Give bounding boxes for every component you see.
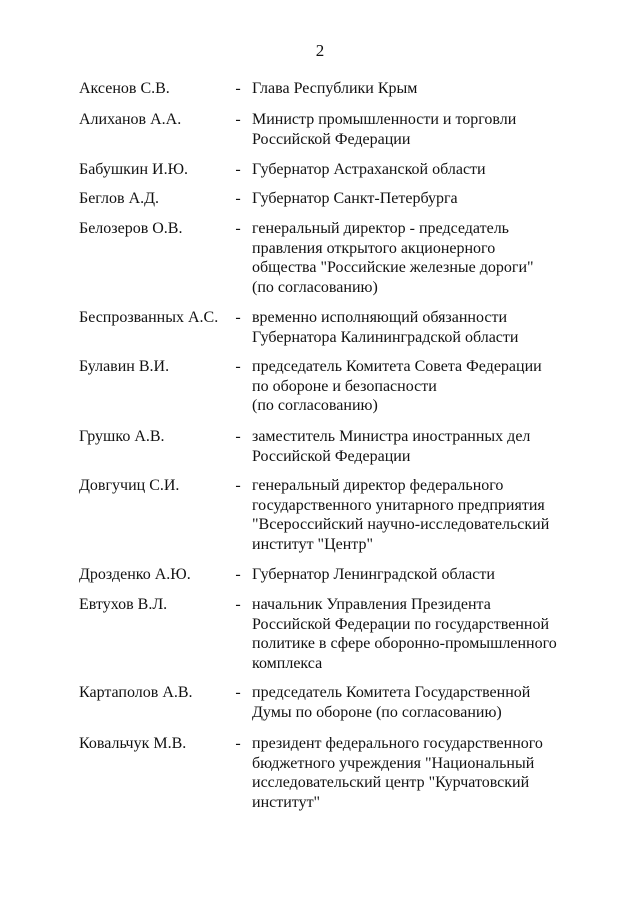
person-name: Беглов А.Д.	[79, 190, 160, 207]
person-name: Довгучиц С.И.	[79, 477, 180, 494]
dash-separator: -	[235, 596, 241, 613]
person-name: Булавин В.И.	[79, 358, 170, 375]
person-position: Губернатор Санкт-Петербурга	[252, 190, 458, 207]
dash-separator: -	[235, 735, 241, 752]
person-name: Алиханов А.А.	[79, 111, 182, 128]
dash-separator: -	[235, 220, 241, 237]
dash-separator: -	[235, 684, 241, 701]
person-name: Беспрозванных А.С.	[79, 309, 219, 326]
person-position: Губернатор Ленинградской области	[252, 566, 495, 583]
person-position: начальник Управления Президента Российской Федерации по государственной политике в сфере оборонно-промышленного комплекса	[252, 596, 557, 672]
dash-separator: -	[235, 161, 241, 178]
person-name: Картаполов А.В.	[79, 684, 193, 701]
person-position: председатель Комитета Совета Федерации по обороне и безопасности (по согласованию)	[252, 358, 542, 415]
page-number: 2	[315, 41, 325, 60]
person-position: генеральный директор федерального государственного унитарного предприятия "Всероссийский научно-исследовательский институт "Центр"	[252, 477, 550, 553]
dash-separator: -	[235, 477, 241, 494]
dash-separator: -	[235, 111, 241, 128]
dash-separator: -	[235, 80, 241, 97]
person-name: Бабушкин И.Ю.	[79, 161, 189, 178]
person-name: Аксенов С.В.	[79, 80, 170, 97]
dash-separator: -	[235, 428, 241, 445]
person-name: Евтухов В.Л.	[79, 596, 168, 613]
person-position: президент федерального государственного бюджетного учреждения "Национальный исследовательский центр "Курчатовский институт"	[252, 735, 543, 811]
person-position: Губернатор Астраханской области	[252, 161, 486, 178]
person-position: Министр промышленности и торговли Российской Федерации	[252, 111, 517, 148]
person-name: Грушко А.В.	[79, 428, 165, 445]
person-position: генеральный директор - председатель правления открытого акционерного общества "Российские железные дороги" (по согласованию)	[252, 220, 534, 296]
person-name: Дрозденко А.Ю.	[79, 566, 191, 583]
person-name: Ковальчук М.В.	[79, 735, 187, 752]
person-position: председатель Комитета Государственной Думы по обороне (по согласованию)	[252, 684, 531, 721]
person-position: временно исполняющий обязанности Губернатора Калининградской области	[252, 309, 519, 346]
dash-separator: -	[235, 358, 241, 375]
person-position: заместитель Министра иностранных дел Российской Федерации	[252, 428, 531, 465]
dash-separator: -	[235, 309, 241, 326]
dash-separator: -	[235, 190, 241, 207]
person-name: Белозеров О.В.	[79, 220, 183, 237]
person-position: Глава Республики Крым	[252, 80, 418, 97]
dash-separator: -	[235, 566, 241, 583]
